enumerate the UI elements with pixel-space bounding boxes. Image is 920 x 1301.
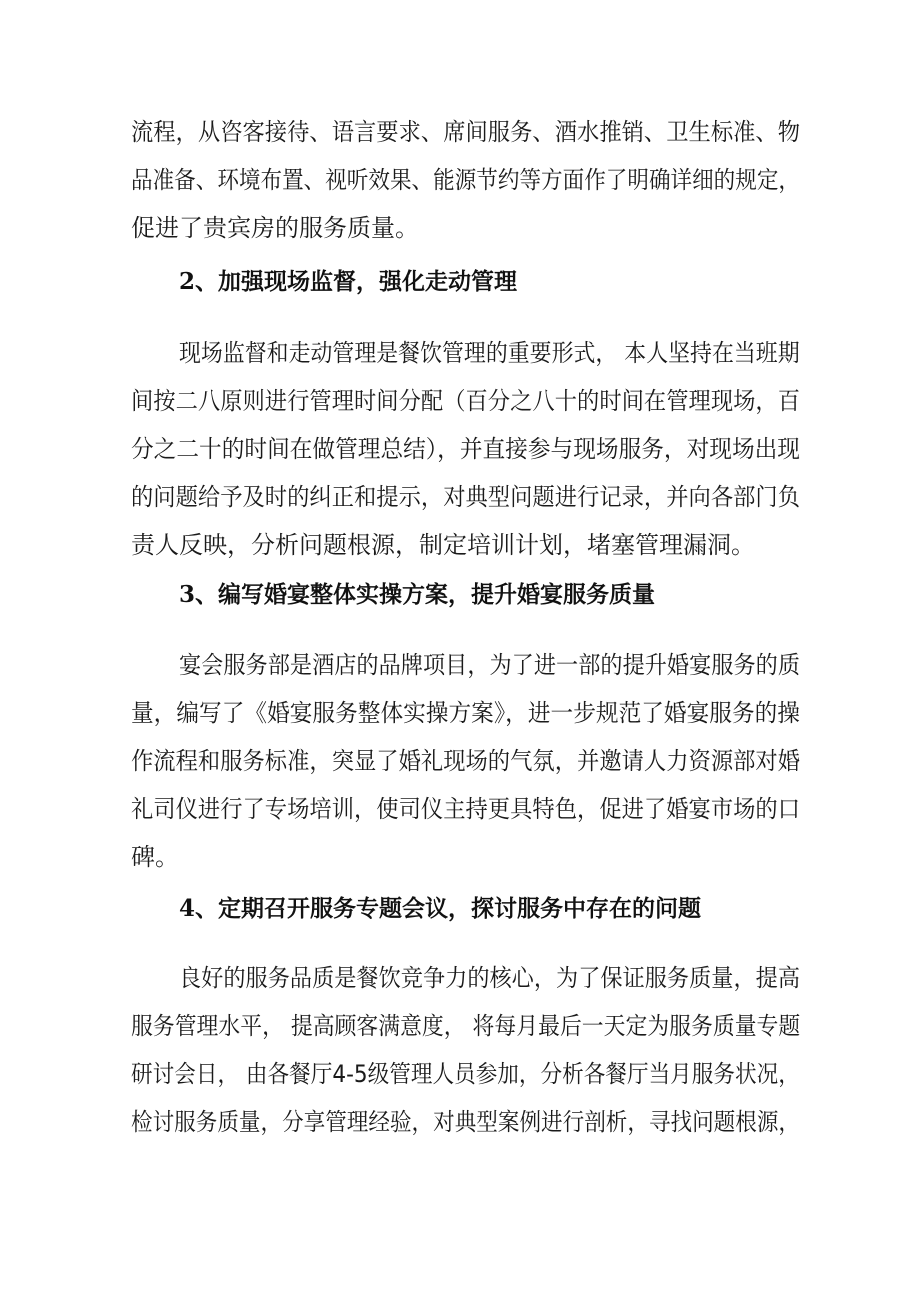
section-3-number: 3 <box>179 581 196 608</box>
section-3-line-5: 碑。 <box>131 843 179 871</box>
section-2-line-3: 分之二十的时间在做管理总结），并直接参与现场服务，对现场出现 <box>131 435 800 463</box>
intro-line-1: 流程，从咨客接待、语言要求、席间服务、酒水推销、卫生标准、物 <box>131 118 801 146</box>
section-4-line-2: 服务管理水平， 提高顾客满意度， 将每月最后一天定为服务质量专题 <box>131 1012 801 1040</box>
section-2-line-4: 的问题给予及时的纠正和提示，对典型问题进行记录，并向各部门负 <box>131 483 801 511</box>
section-3-heading <box>179 580 655 610</box>
section-3-line-3: 作流程和服务标准，突显了婚礼现场的气氛，并邀请人力资源部对婚 <box>131 747 801 775</box>
section-2-line-5: 责人反映，分析问题根源，制定培训计划，堵塞管理漏洞。 <box>131 531 755 559</box>
section-4-heading <box>179 894 701 924</box>
section-4-line-3: 研讨会日， 由各餐厅4-5级管理人员参加，分析各餐厅当月服务状况， <box>131 1060 800 1088</box>
section-2-heading <box>179 267 517 297</box>
section-4-title: 、定期召开服务专题会议，探讨服务中存在的问题 <box>195 896 702 922</box>
intro-line-2: 品准备、环境布置、视听效果、能源节约等方面作了明确详细的规定， <box>131 166 801 194</box>
section-2-number: 2 <box>179 268 196 295</box>
section-4-line-1: 良好的服务品质是餐饮竞争力的核心，为了保证服务质量，提高 <box>179 964 800 992</box>
section-2-title: 、加强现场监督，强化走动管理 <box>195 269 518 295</box>
section-2-line-2: 间按二八原则进行管理时间分配（百分之八十的时间在管理现场，百 <box>131 387 801 415</box>
section-3-title: 、编写婚宴整体实操方案，提升婚宴服务质量 <box>195 582 656 608</box>
section-3-line-1: 宴会服务部是酒店的品牌项目，为了进一部的提升婚宴服务的质 <box>179 651 800 679</box>
section-2-line-1: 现场监督和走动管理是餐饮管理的重要形式， 本人坚持在当班期 <box>179 339 800 367</box>
section-3-line-2: 量，编写了《婚宴服务整体实操方案》，进一步规范了婚宴服务的操 <box>131 699 800 727</box>
section-4-number: 4 <box>179 895 196 922</box>
section-4-line-4: 检讨服务质量，分享管理经验，对典型案例进行剖析，寻找问题根源， <box>131 1108 801 1136</box>
intro-line-3: 促进了贵宾房的服务质量。 <box>131 214 419 242</box>
section-3-line-4: 礼司仪进行了专场培训，使司仪主持更具特色，促进了婚宴市场的口 <box>131 795 801 823</box>
